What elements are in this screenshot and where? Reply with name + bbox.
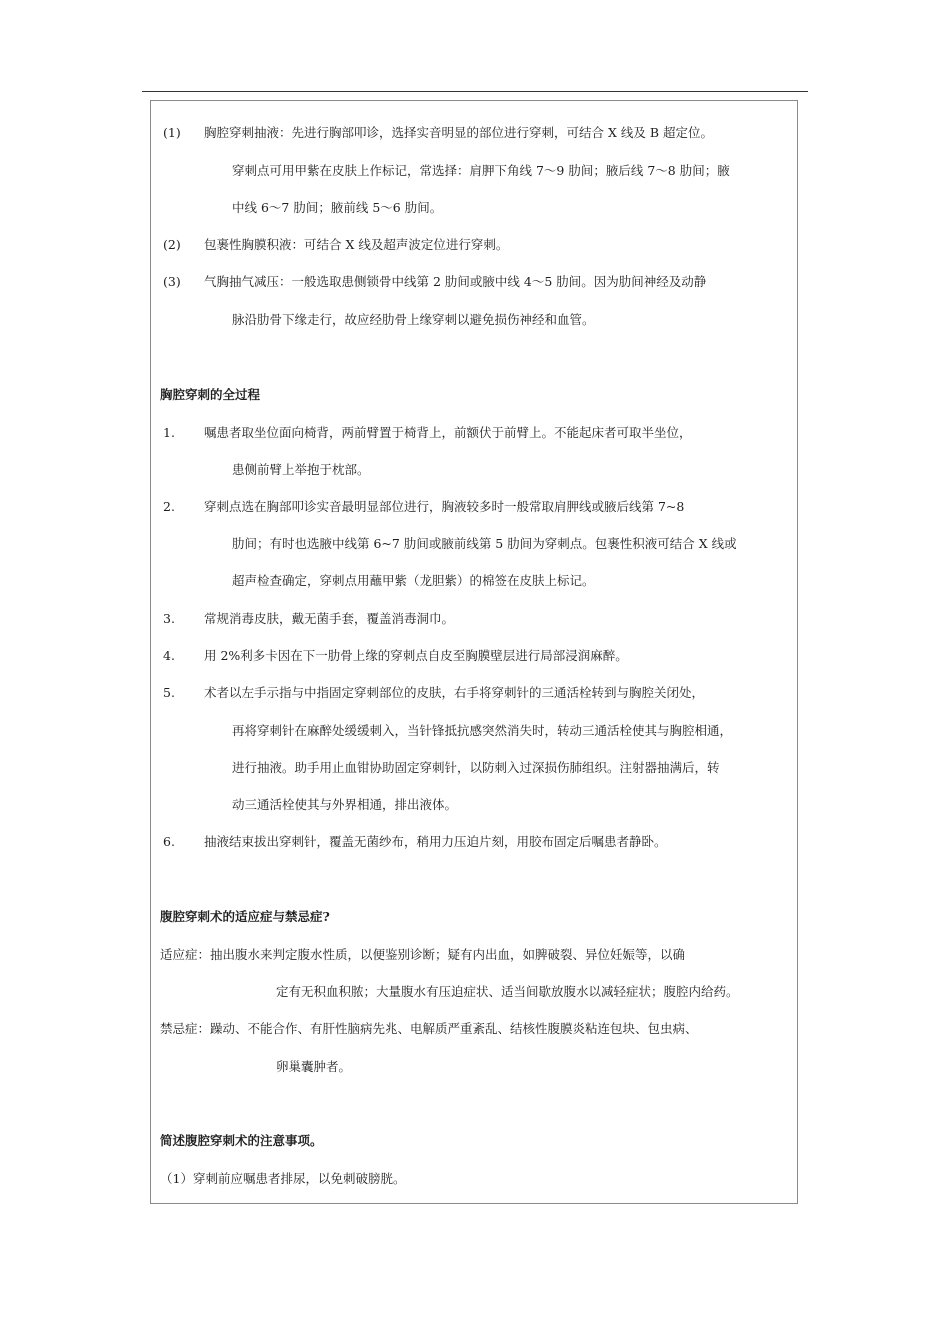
- text-line: 中线 6～7 肋间；腋前线 5～6 肋间。: [232, 200, 443, 215]
- text-line: 胸腔穿刺抽液：先进行胸部叩诊，选择实音明显的部位进行穿刺，可结合 X 线及 B 超定位。: [204, 125, 713, 140]
- text-line: 气胸抽气减压：一般选取患侧锁骨中线第 2 肋间或腋中线 4～5 肋间。因为肋间神经及动静: [204, 274, 707, 289]
- text-line: 适应症：抽出腹水来判定腹水性质，以便鉴别诊断；疑有内出血，如脾破裂、异位妊娠等，以确: [160, 947, 686, 962]
- text-line: 进行抽液。助手用止血钳协助固定穿刺针，以防刺入过深损伤肺组织。注射器抽满后，转: [232, 760, 720, 775]
- text-line: 动三通活栓使其与外界相通，排出液体。: [232, 797, 458, 812]
- item-number: 3.: [163, 611, 175, 626]
- text-line: 嘱患者取坐位面向椅背，两前臂置于椅背上，前额伏于前臂上。不能起床者可取半坐位，: [204, 425, 692, 440]
- text-line: 穿刺点选在胸部叩诊实音最明显部位进行，胸液较多时一般常取肩胛线或腋后线第 7~8: [204, 499, 685, 514]
- text-line: 穿刺点可用甲紫在皮肤上作标记，常选择：肩胛下角线 7～9 肋间；腋后线 7～8 肋间；腋: [232, 163, 730, 178]
- section-heading: 胸腔穿刺的全过程: [160, 387, 261, 402]
- text-line: 用 2%利多卡因在下一肋骨上缘的穿刺点自皮至胸膜壁层进行局部浸润麻醉。: [204, 648, 628, 663]
- text-line: 脉沿肋骨下缘走行，故应经肋骨上缘穿刺以避免损伤神经和血管。: [232, 312, 595, 327]
- text-line: 术者以左手示指与中指固定穿刺部位的皮肤，右手将穿刺针的三通活栓转到与胸腔关闭处，: [204, 685, 705, 700]
- text-line: 卵巢囊肿者。: [276, 1059, 352, 1074]
- item-number: (1): [163, 125, 181, 140]
- text-line: 再将穿刺针在麻醉处缓缓刺入，当针锋抵抗感突然消失时，转动三通活栓使其与胸腔相通，: [232, 723, 733, 738]
- text-line: 抽液结束拔出穿刺针，覆盖无菌纱布，稍用力压迫片刻，用胶布固定后嘱患者静卧。: [204, 834, 667, 849]
- text-line: 定有无积血积脓；大量腹水有压迫症状、适当间歇放腹水以减轻症状；腹腔内给药。: [276, 984, 739, 999]
- item-number: (3): [163, 274, 181, 289]
- text-line: 肋间；有时也选腋中线第 6~7 肋间或腋前线第 5 肋间为穿刺点。包裹性积液可结合 X 线或: [232, 536, 737, 551]
- text-line: 患侧前臂上举抱于枕部。: [232, 462, 370, 477]
- item-number: 6.: [163, 834, 175, 849]
- text-line: 包裹性胸膜积液：可结合 X 线及超声波定位进行穿刺。: [204, 237, 509, 252]
- item-number: 1.: [163, 425, 175, 440]
- text-line: 超声检查确定，穿刺点用蘸甲紫（龙胆紫）的棉签在皮肤上标记。: [232, 573, 595, 588]
- item-number: 2.: [163, 499, 175, 514]
- item-number: 5.: [163, 685, 175, 700]
- section-heading: 简述腹腔穿刺术的注意事项。: [160, 1133, 323, 1148]
- text-line: （1）穿刺前应嘱患者排尿，以免刺破膀胱。: [160, 1171, 406, 1186]
- header-rule: [142, 91, 808, 92]
- text-line: 禁忌症：躁动、不能合作、有肝性脑病先兆、电解质严重紊乱、结核性腹膜炎粘连包块、包虫病、: [160, 1021, 698, 1036]
- item-number: (2): [163, 237, 181, 252]
- item-number: 4.: [163, 648, 175, 663]
- text-line: 常规消毒皮肤，戴无菌手套，覆盖消毒洞巾。: [204, 611, 455, 626]
- section-heading: 腹腔穿刺术的适应症与禁忌症?: [160, 909, 330, 924]
